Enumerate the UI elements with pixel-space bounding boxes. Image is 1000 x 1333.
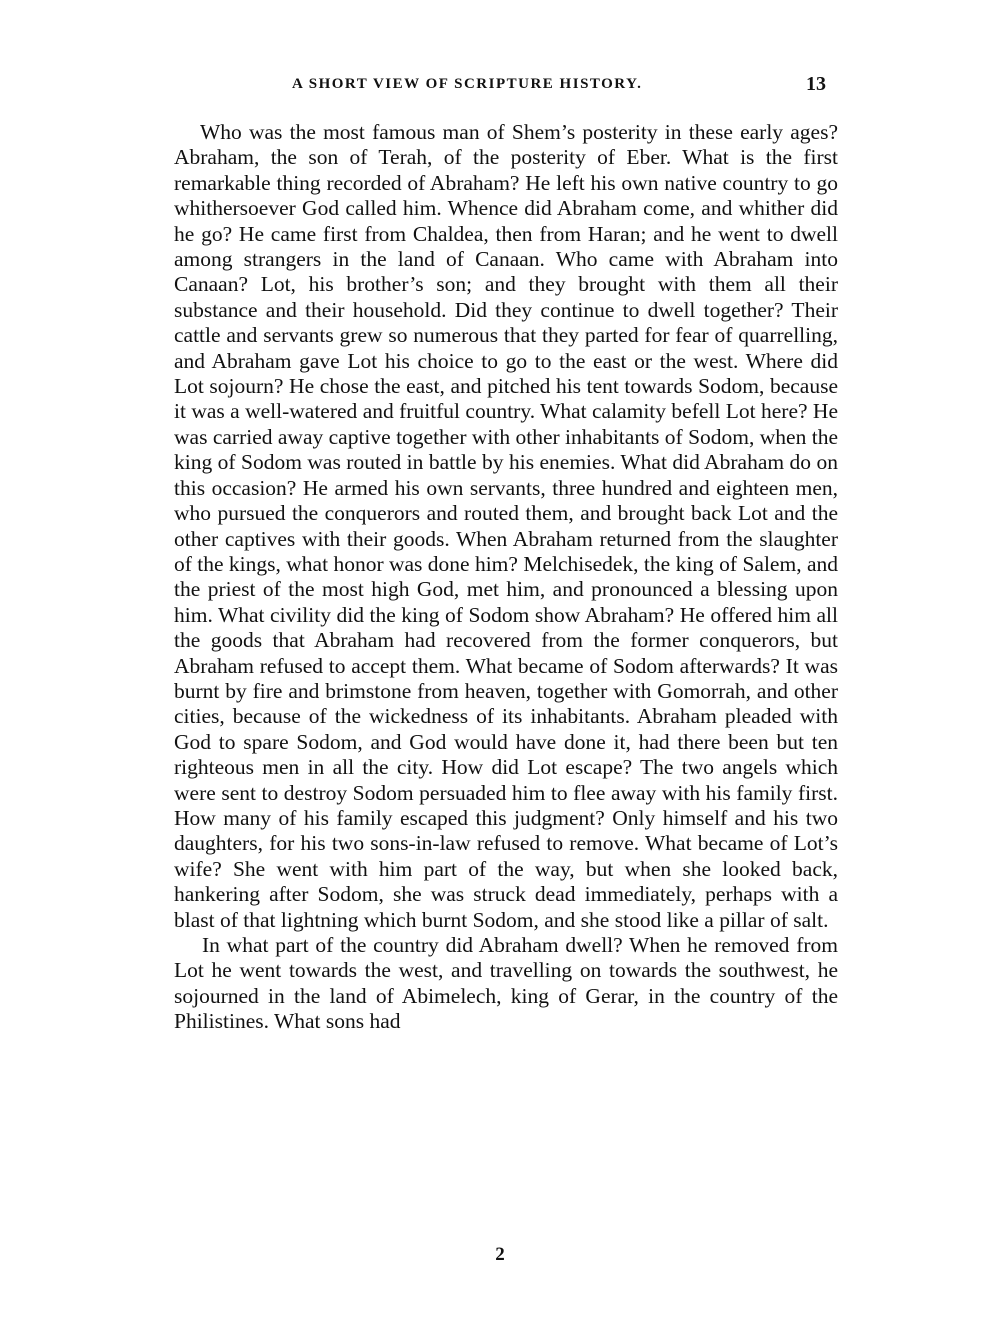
body-text bbox=[174, 120, 838, 1035]
running-header bbox=[174, 73, 838, 100]
page-number: 13 bbox=[806, 73, 826, 95]
signature-mark: 2 bbox=[495, 1244, 505, 1265]
running-title: A SHORT VIEW OF SCRIPTURE HISTORY. bbox=[292, 76, 643, 92]
paragraph: Who was the most famous man of Shem’s posterity in these early ages? Abraham, the son of Terah, of the posterity of Eber. What is the first remarkable thing recorded of Abraham? He left his own native country to go whithersoever God called him. Whence did Abraham come, and whither did he go? He came first from Chaldea, then from Haran; and he went to dwell among strangers in the land of Canaan. Who came with Abraham into Canaan? Lot, his brother’s son; and they brought with them all their substance and their household. Did they continue to dwell together? Their cattle and servants grew so numerous that they parted for fear of quarrelling, and Abraham gave Lot his choice to go to the east or the west. Where did Lot sojourn? He chose the east, and pitched his tent towards Sodom, because it was a well-watered and fruitful country. What calamity befell Lot here? He was carried away captive together with other inhabitants of Sodom, when the king of Sodom was routed in battle by his enemies. What did Abraham do on this occasion? He armed his own servants, three hundred and eighteen men, who pursued the conquerors and routed them, and brought back Lot and the other captives with their goods. When Abraham returned from the slaughter of the kings, what honor was done him? Melchisedek, the king of Salem, and the priest of the most high God, met him, and pronounced a blessing upon him. What civility did the king of Sodom show Abraham? He offered him all the goods that Abraham had recovered from the former conquerors, but Abraham refused to accept them. What became of Sodom afterwards? It was burnt by fire and brimstone from heaven, together with Gomorrah, and other cities, because of the wickedness of its inhabitants. Abraham pleaded with God to spare Sodom, and God would have done it, had there been but ten righteous men in all the city. How did Lot escape? The two angels which were sent to destroy Sodom persuaded him to flee away with his family first. How many of his family escaped this judgment? Only himself and his two daughters, for his two sons-in-law refused to remove. What became of Lot’s wife? She went with him part of the way, but when she looked back, hankering after Sodom, she was struck dead immediately, perhaps with a blast of that lightning which burnt Sodom, and she stood like a pillar of salt. bbox=[174, 120, 838, 932]
paragraph: In what part of the country did Abraham dwell? When he removed from Lot he went towards the west, and travelling on towards the southwest, he sojourned in the land of Abimelech, king of Gerar, in the country of the Philistines. What sons had bbox=[174, 933, 838, 1034]
